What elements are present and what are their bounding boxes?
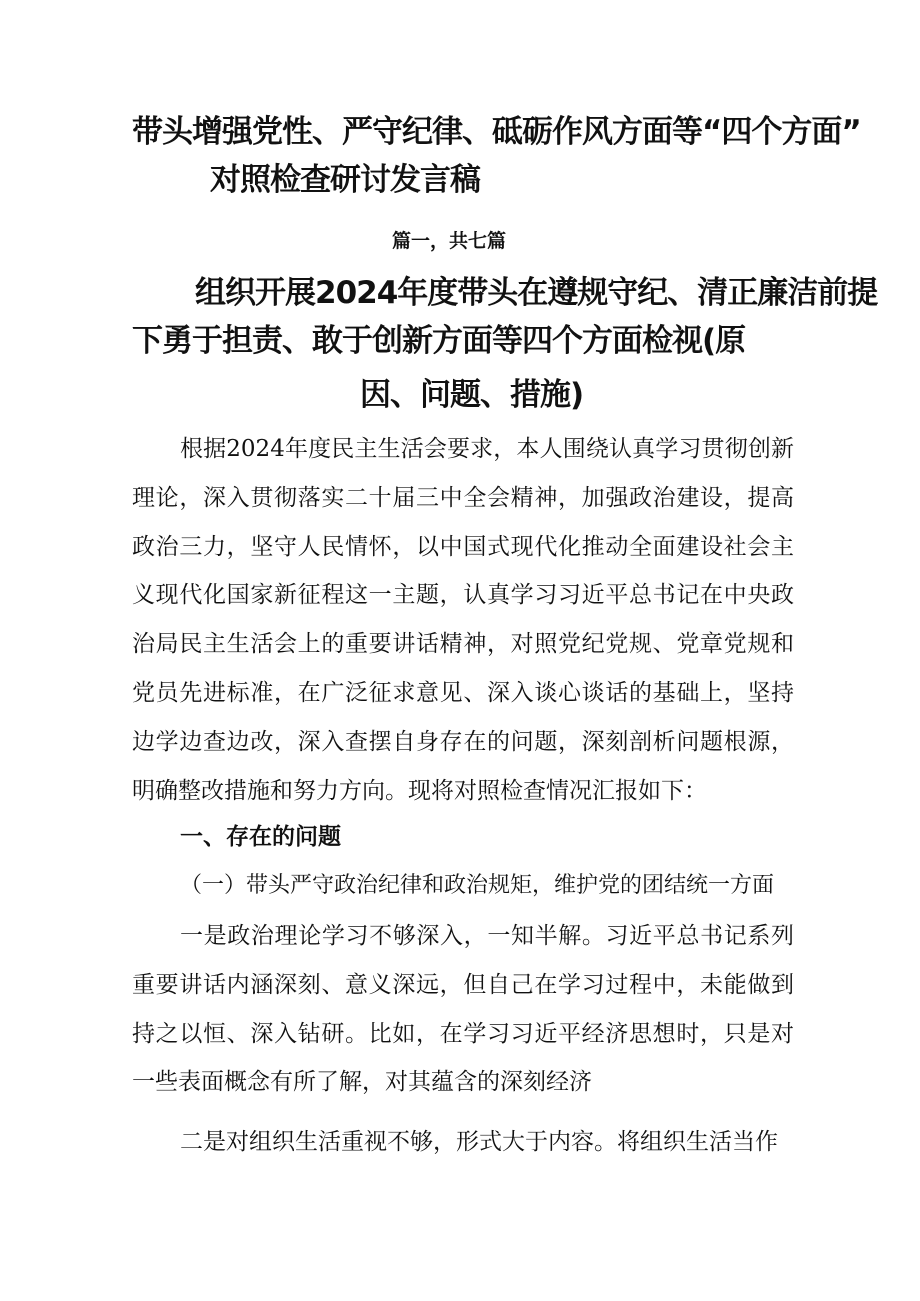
subsection-heading: （一）带头严守政治纪律和政治规矩，维护党的团结统一方面 (180, 873, 775, 898)
section-heading: 一、存在的问题 (180, 823, 341, 850)
subtitle-line3: 因、问题、措施) (360, 377, 584, 413)
point-one-paragraph: 一是政治理论学习不够深入，一知半解。习近平总书记系列重要讲话内涵深刻、意义深远，但自己在学习过程中，未能做到持之以恒、深入钻研。比如，在学习习近平经济思想时，只是对一些表面概念有所了解，对其蕴含的深刻经济 (132, 923, 794, 1096)
subtitle-line1: 组织开展2024年度带头在遵规守纪、清正廉洁前提 (195, 275, 878, 311)
part-label: 篇一，共七篇 (392, 230, 507, 252)
document-title-line1: 带头增强党性、严守纪律、砥砺作风方面等“四个方面” (132, 114, 861, 150)
document-title-line2: 对照检查研讨发言稿 (210, 162, 480, 198)
subtitle-line2: 下勇于担责、敢于创新方面等四个方面检视(原 (132, 323, 746, 359)
point-two-paragraph: 二是对组织生活重视不够，形式大于内容。将组织生活当作 (180, 1129, 778, 1155)
intro-paragraph: 根据2024年度民主生活会要求，本人围绕认真学习贯彻创新理论，深入贯彻落实二十届三中全会精神，加强政治建设，提高政治三力，坚守人民情怀，以中国式现代化推动全面建设社会主义现代化国家新征程这一主题，认真学习习近平总书记在中央政治局民主生活会上的重要讲话精神，对照党纪党规、党章党规和党员先进标准，在广泛征求意见、深入谈心谈话的基础上，坚持边学边查边改，深入查摆自身存在的问题，深刻剖析问题根源，明确整改措施和努力方向。现将对照检查情况汇报如下： (132, 436, 794, 804)
